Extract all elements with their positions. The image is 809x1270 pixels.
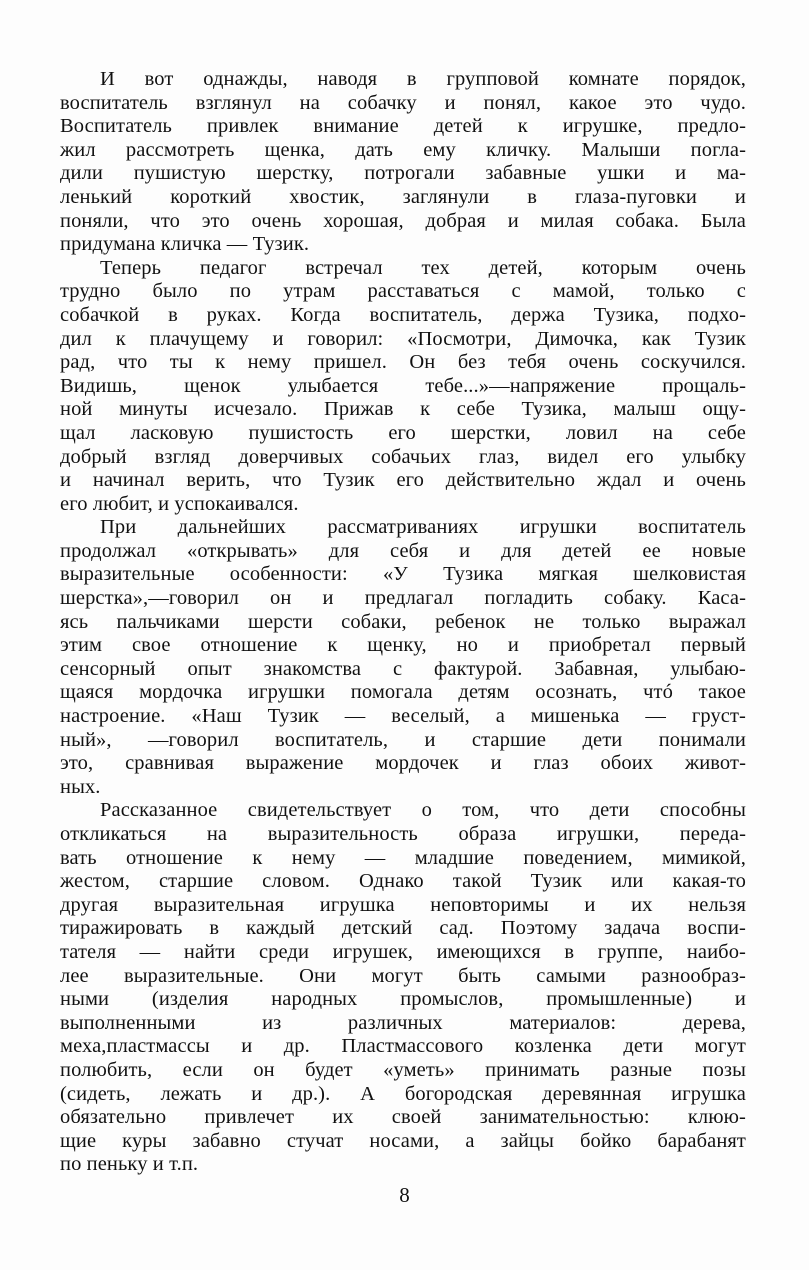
text-line: и начинал верить, что Тузик его действительно ждал и очень [60, 469, 746, 492]
text-line: ясь пальчиками шерсти собаки, ребенок не только выражал [60, 610, 746, 633]
text-line: ный», —говорил воспитатель, и старшие дети понимали [60, 728, 746, 751]
text-line: щаяся мордочка игрушки помогала детям осознать, чтó такое [60, 681, 746, 704]
text-line: рад, что ты к нему пришел. Он без тебя очень соскучился. [60, 351, 746, 374]
text-line: лее выразительные. Они могут быть самыми разнообраз- [60, 964, 746, 987]
text-line: выполненными из различных материалов: дерева, [60, 1011, 746, 1034]
text-line: трудно было по утрам расставаться с мамой, только с [60, 280, 746, 303]
text-line: ными (изделия народных промыслов, промышленные) и [60, 988, 746, 1011]
text-line: полюбить, если он будет «уметь» принимать разные позы [60, 1058, 746, 1081]
text-line: Воспитатель привлек внимание детей к игрушке, предло- [60, 115, 746, 138]
text-line: по пеньку и т.п. [60, 1153, 199, 1176]
text-line: дил к плачущему и говорил: «Посмотри, Димочка, как Тузик [60, 327, 746, 350]
text-line: Рассказанное свидетельствует о том, что дети способны [100, 799, 746, 822]
text-line: жестом, старшие словом. Однако такой Тузик или какая-то [60, 870, 746, 893]
page-number: 8 [399, 1183, 410, 1207]
text-line: Теперь педагог встречал тех детей, которым очень [100, 256, 746, 279]
text-line: выразительные особенности: «У Тузика мягкая шелковистая [60, 563, 746, 586]
body-text [60, 68, 746, 1177]
text-line: этим свое отношение к щенку, но и приобретал первый [60, 634, 746, 657]
text-line: обязательно привлечет их своей занимательностью: клюю- [60, 1106, 746, 1129]
text-line: собачкой в руках. Когда воспитатель, держа Тузика, подхо- [60, 303, 746, 326]
text-line: откликаться на выразительность образа игрушки, переда- [60, 823, 746, 845]
text-line: щал ласковую пушистость его шерстки, ловил на себе [60, 421, 746, 444]
text-line: продолжал «открывать» для себя и для детей ее новые [60, 539, 746, 562]
text-line: вать отношение к нему — младшие поведением, мимикой, [60, 846, 746, 869]
text-line: меха,пластмассы и др. Пластмассового козленка дети могут [60, 1035, 746, 1058]
text-line: придумана кличка — Тузик. [60, 233, 310, 256]
text-line: поняли, что это очень хорошая, добрая и милая собака. Была [60, 209, 746, 232]
text-line: При дальнейших рассматриваниях игрушки воспитатель [100, 516, 746, 539]
text-line: щие куры забавно стучат носами, а зайцы бойко барабанят [60, 1129, 746, 1152]
text-line: ной минуты исчезало. Прижав к себе Тузика, малыш ощу- [60, 398, 746, 421]
text-line: настроение. «Наш Тузик — веселый, а мишенька — груст- [60, 705, 746, 728]
text-line: ных. [60, 775, 101, 798]
text-line: добрый взгляд доверчивых собачьих глаз, видел его улыбку [60, 445, 746, 468]
text-line: шерстка»,—говорил он и предлагал погладить собаку. Каса- [60, 587, 746, 610]
text-line: сенсорный опыт знакомства с фактурой. Забавная, улыбаю- [60, 657, 746, 680]
text-line: Видишь, щенок улыбается тебе...»—напряжение прощаль- [60, 374, 746, 397]
text-line: ленький короткий хвостик, заглянули в глаза-пуговки и [60, 185, 746, 208]
text-line: тателя — найти среди игрушек, имеющихся в группе, наибо- [60, 940, 746, 963]
text-line: его любит, и успокаивался. [60, 492, 299, 515]
text-line: это, сравнивая выражение мордочек и глаз обоих живот- [60, 752, 746, 775]
text-line: дили пушистую шерстку, потрогали забавные ушки и ма- [60, 162, 746, 185]
text-line: другая выразительная игрушка неповторимы и их нельзя [60, 893, 746, 916]
text-line: И вот однажды, наводя в групповой комнате порядок, [100, 68, 746, 90]
text-line: (сидеть, лежать и др.). А богородская деревянная игрушка [60, 1082, 746, 1105]
text-line: жил рассмотреть щенка, дать ему кличку. Малыши погла- [60, 138, 746, 161]
text-line: тиражировать в каждый детский сад. Поэтому задача воспи- [60, 917, 746, 940]
text-line: воспитатель взглянул на собачку и понял, какое это чудо. [60, 91, 746, 114]
